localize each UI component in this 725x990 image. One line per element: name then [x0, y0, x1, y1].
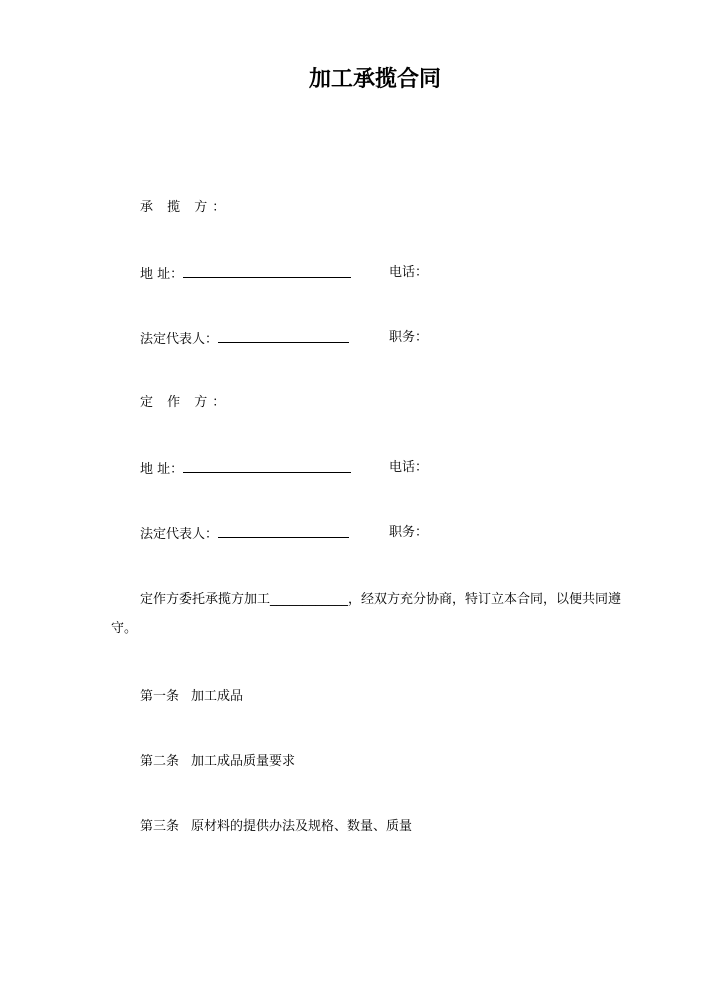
article-2 [140, 754, 295, 770]
client-address-row [140, 460, 351, 478]
article-text: 加工成品 [191, 689, 244, 704]
document-title: 加工承揽合同 [308, 66, 441, 92]
client-rep-row [140, 525, 349, 543]
contractor-position-label: 职务： [389, 330, 429, 345]
contractor-label: 承 揽 方： [140, 200, 231, 215]
article-text: 加工成品质量要求 [191, 754, 296, 769]
article-number: 第三条 [140, 819, 180, 834]
intro-paragraph: 定作方委托承揽方加工____________，经双方充分协商，特订立本合同，以便共同遵守。 [111, 592, 622, 636]
contractor-address-blank[interactable] [183, 265, 351, 278]
client-label: 定 作 方： [140, 395, 231, 410]
article-text: 原材料的提供办法及规格、数量、质量 [191, 819, 413, 834]
client-phone-label: 电话： [389, 460, 429, 475]
contractor-rep-row [140, 330, 349, 348]
article-1 [140, 689, 243, 705]
client-position-label: 职务： [389, 525, 429, 540]
contractor-address-label: 地 址： [140, 267, 184, 282]
article-number: 第二条 [140, 754, 180, 769]
client-rep-blank[interactable] [218, 525, 349, 538]
article-number: 第一条 [140, 689, 180, 704]
client-address-label: 地 址： [140, 462, 184, 477]
client-address-blank[interactable] [183, 460, 351, 473]
contractor-rep-blank[interactable] [218, 330, 349, 343]
client-rep-label: 法定代表人： [140, 527, 219, 542]
contractor-rep-label: 法定代表人： [140, 332, 219, 347]
contractor-address-row [140, 265, 351, 283]
article-3 [140, 819, 412, 835]
contractor-phone-label: 电话： [389, 265, 429, 280]
